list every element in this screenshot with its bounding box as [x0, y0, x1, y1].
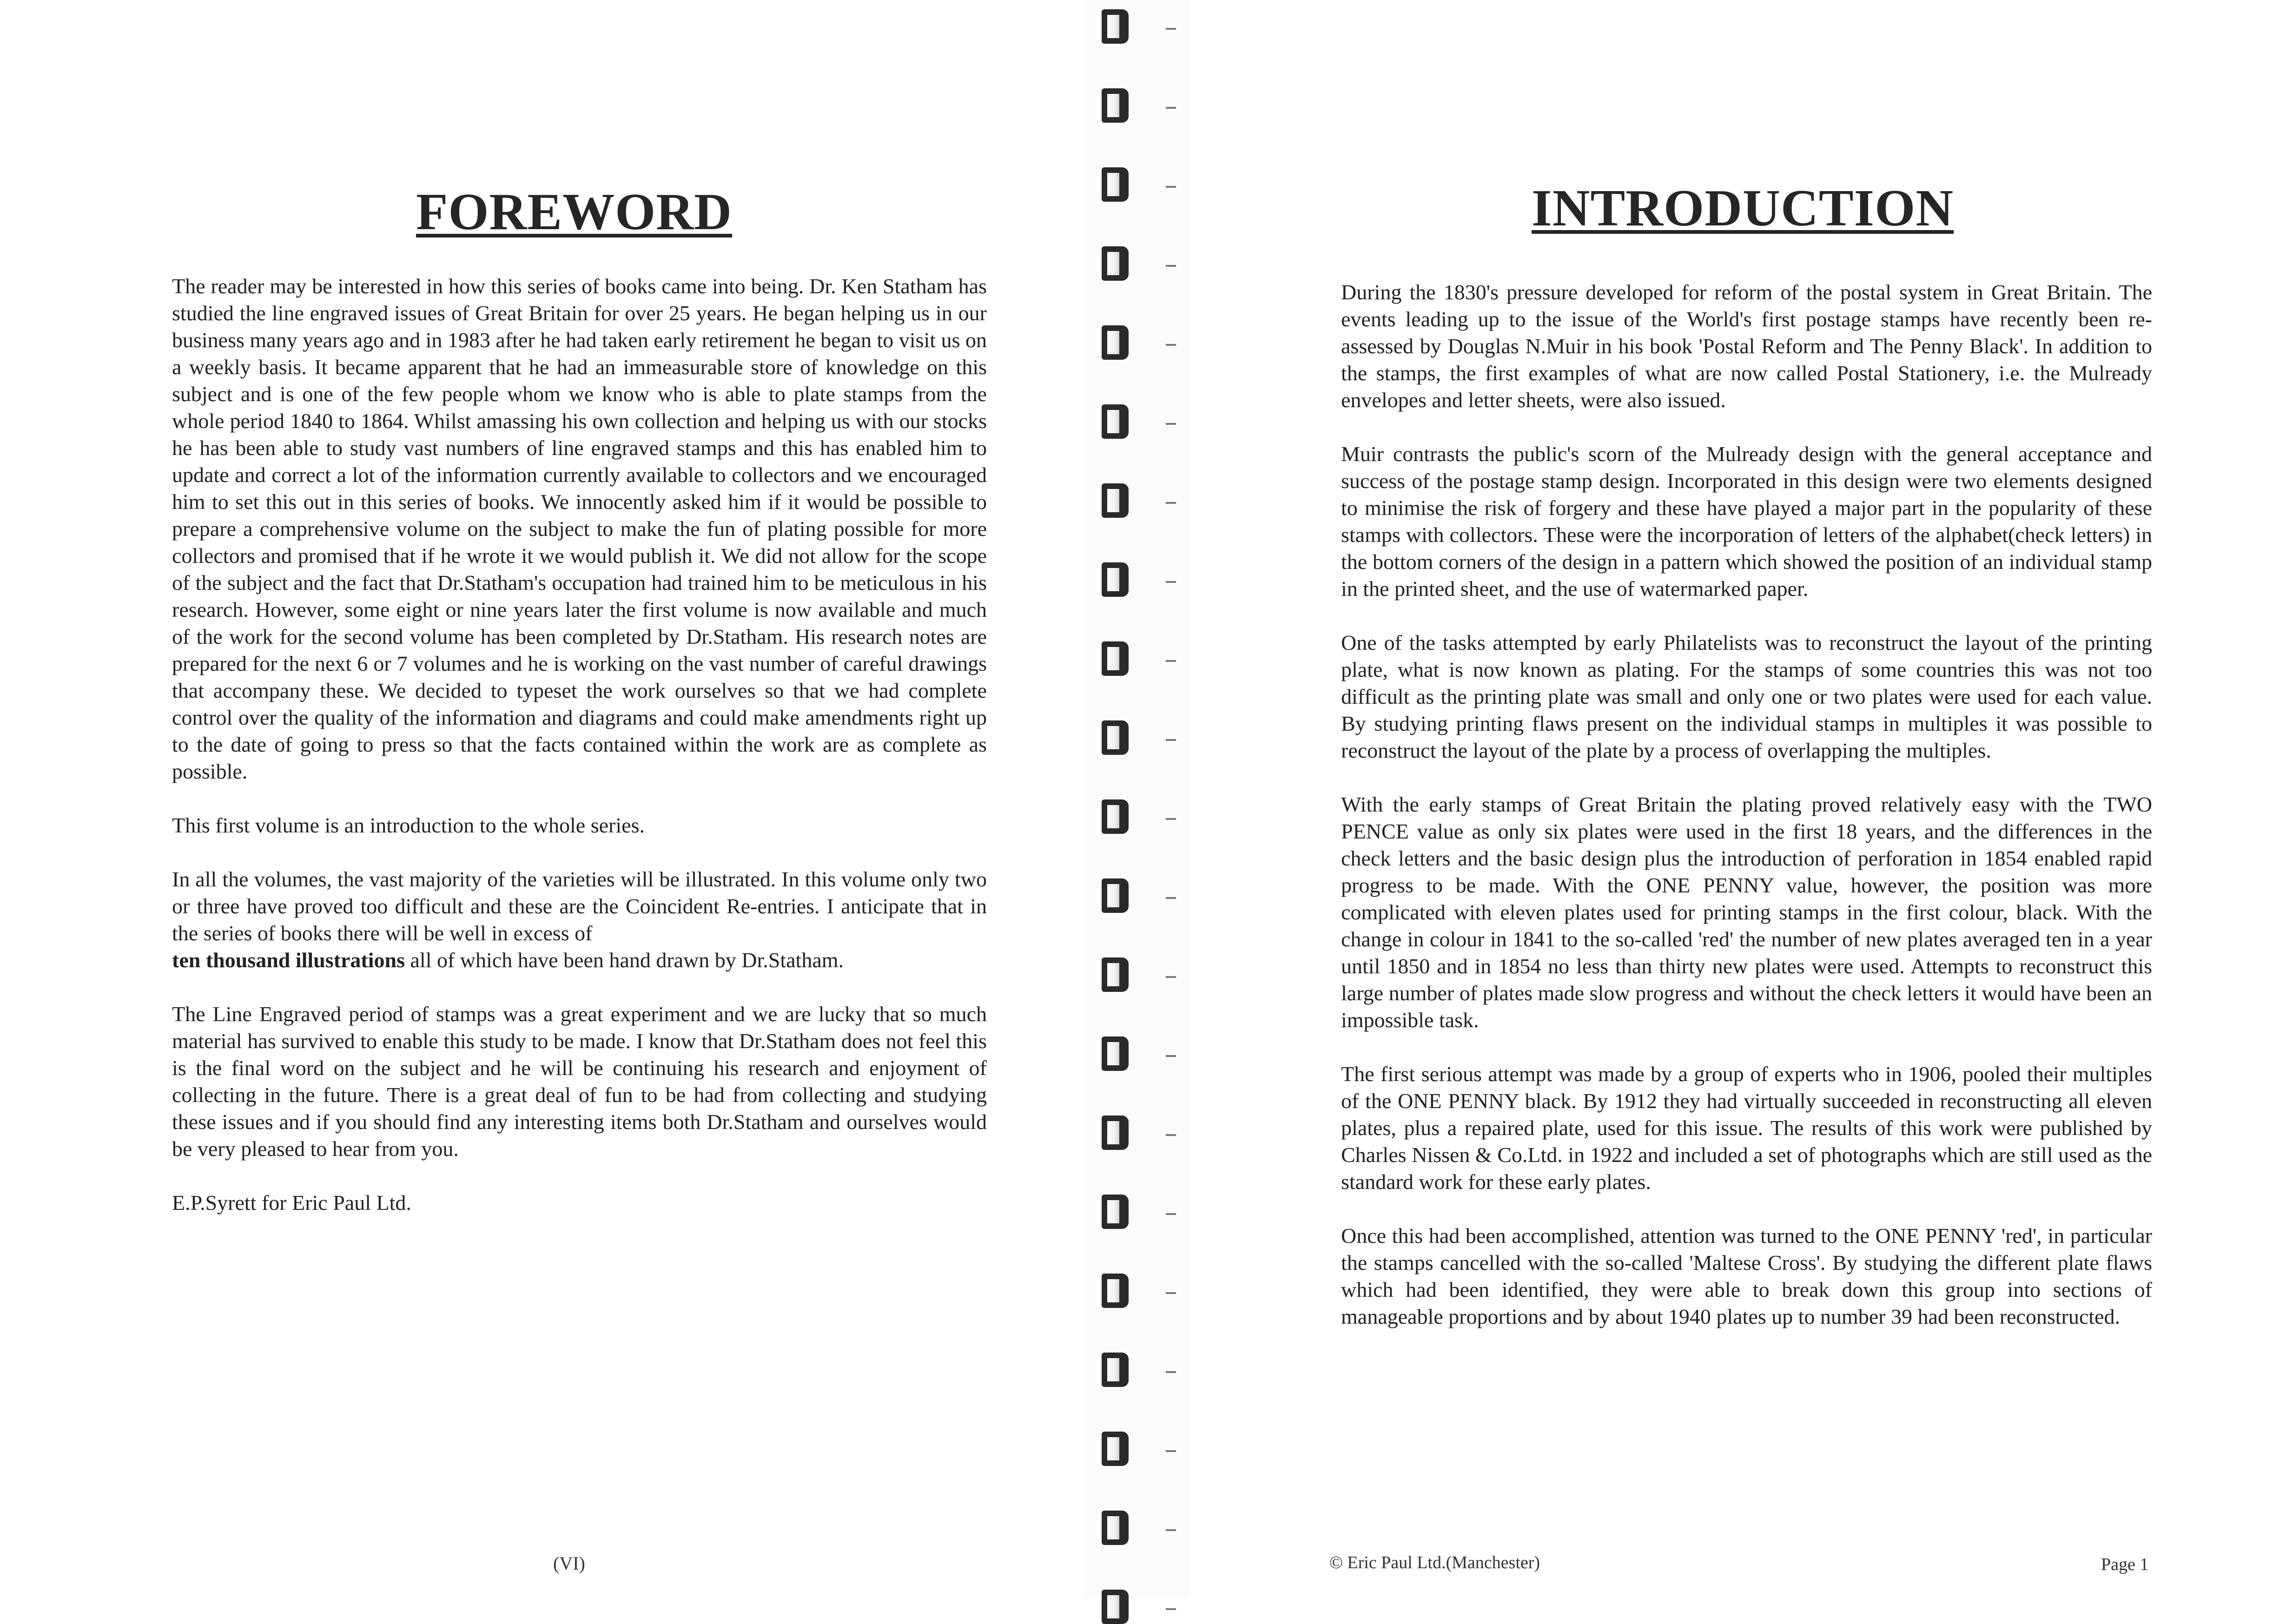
binding-hole [1166, 739, 1176, 741]
binding-coil [1102, 325, 1129, 360]
page-number: Page 1 [2101, 1555, 2149, 1574]
binding-hole [1166, 1213, 1176, 1215]
binding-hole [1166, 265, 1176, 267]
copyright-notice: © Eric Paul Ltd.(Manchester) [1329, 1553, 1540, 1572]
introduction-body [1341, 279, 2152, 1357]
binding-coil [1102, 1195, 1129, 1229]
paragraph: During the 1830's pressure developed for reform of the postal system in Great Britain. The events leading up to the issue of the World's first postage stamps have recently been re-assessed by Douglas N.Muir in his book 'Postal Reform and The Penny Black'. In addition to the stamps, the first examples of what are now called Postal Stationery, i.e. the Mulready envelopes and letter sheets, were also issued. [1341, 280, 2152, 412]
binding-coil [1102, 799, 1129, 834]
paragraph: Muir contrasts the public's scorn of the Mulready design with the general acceptance and success of the postage stamp design. Incorporated in this design were two elements designed to minimise the risk of forgery and these have played a major part in the popularity of these stamps with collectors. These were the incorporation of letters of the alphabet(check letters) in the bottom corners of the design in a pattern which showed the position of an individual stamp in the printed sheet, and the use of watermarked paper. [1341, 442, 2152, 601]
binding-coil [1102, 562, 1129, 597]
paragraph: With the early stamps of Great Britain the plating proved relatively easy with the TWO PENCE value as only six plates were used in the first 18 years, and the differences in the check letters and the basic design plus the introduction of perforation in 1854 enabled rapid progress to be made. With the ONE PENNY value, however, the position was more complicated with eleven plates used for printing stamps in the first colour, black. With the change in colour in 1841 to the so-called 'red' the number of new plates averaged ten in a year until 1850 and in 1854 no less than thirty new plates were used. Attempts to reconstruct this large number of plates made slow progress and without the check letters it would have been an impossible task. [1341, 792, 2152, 1032]
paragraph: The Line Engraved period of stamps was a great experiment and we are lucky that so much material has survived to enable this study to be made. I know that Dr.Statham does not feel this is the final word on the subject and he will be continuing his research and enjoyment of collecting in the future. There is a great deal of fun to be had from collecting and studying these issues and if you should find any interesting items both Dr.Statham and ourselves would be very pleased to hear from you. [172, 1002, 987, 1161]
binding-coil [1102, 88, 1129, 123]
page-number: (VI) [553, 1553, 585, 1574]
binding-coil [1102, 246, 1129, 281]
paragraph: This first volume is an introduction to the whole series. [172, 813, 645, 837]
binding-coil [1102, 1036, 1129, 1071]
binding-hole [1166, 344, 1176, 346]
binding-coil [1102, 404, 1129, 439]
binding-coil [1102, 1353, 1129, 1387]
page-title: INTRODUCTION [1532, 179, 1954, 237]
paragraph-text: In all the volumes, the vast majority of the varieties will be illustrated. In this volume only two or three have proved too difficult and these are the Coincident Re-entries. I anticipate that in the series of books there will be well in excess of [172, 867, 987, 945]
binding-hole [1166, 1529, 1176, 1531]
binding-coil [1102, 1590, 1129, 1624]
binding-hole [1166, 28, 1176, 30]
binding-hole [1166, 976, 1176, 978]
binding-coil [1102, 1432, 1129, 1466]
binding-coil [1102, 167, 1129, 202]
binding-coil [1102, 957, 1129, 992]
left-page [0, 0, 1083, 1597]
binding-hole [1166, 897, 1176, 899]
binding-coil [1102, 1116, 1129, 1150]
signature: E.P.Syrett for Eric Paul Ltd. [172, 1191, 411, 1215]
binding-coil [1102, 9, 1129, 44]
binding-hole [1166, 1371, 1176, 1373]
binding-coil [1102, 720, 1129, 755]
paragraph [172, 866, 987, 974]
binding-coil [1102, 641, 1129, 676]
paragraph: One of the tasks attempted by early Philatelists was to reconstruct the layout of the printing plate, what is now known as plating. For the stamps of some countries this was not too difficult as the printing plate was small and only one or two plates were used for each value. By studying printing flaws present on the individual stamps in multiples it was possible to reconstruct the layout of the plate by a process of overlapping the multiples. [1341, 631, 2152, 762]
page-title: FOREWORD [416, 183, 732, 241]
binding-hole [1166, 107, 1176, 109]
binding-coil [1102, 878, 1129, 913]
binding-hole [1166, 1055, 1176, 1057]
binding-coil [1102, 483, 1129, 518]
paragraph: Once this had been accomplished, attention was turned to the ONE PENNY 'red', in particular the stamps cancelled with the so-called 'Maltese Cross'. By studying the different plate flaws which had been identified, they were able to break down this group into sections of manageable proportions and by about 1940 plates up to number 39 had been reconstructed. [1341, 1224, 2152, 1328]
binding-hole [1166, 1134, 1176, 1136]
binding-hole [1166, 1608, 1176, 1610]
foreword-body [172, 273, 987, 1243]
binding-hole [1166, 1292, 1176, 1294]
paragraph: The first serious attempt was made by a group of experts who in 1906, pooled their multiples of the ONE PENNY black. By 1912 they had virtually succeeded in reconstructing all eleven plates, plus a repaired plate, used for this issue. The results of this work were published by Charles Nissen & Co.Ltd. in 1922 and included a set of photographs which are still used as the standard work for these early plates. [1341, 1062, 2152, 1194]
binding-coil [1102, 1511, 1129, 1545]
binding-hole [1166, 581, 1176, 583]
binding-hole [1166, 818, 1176, 820]
binding-hole [1166, 186, 1176, 188]
binding-hole [1166, 502, 1176, 504]
binding-hole [1166, 1450, 1176, 1452]
paragraph-text: all of which have been hand drawn by Dr.Statham. [405, 948, 844, 972]
binding-coil [1102, 1274, 1129, 1308]
binding-hole [1166, 423, 1176, 425]
binding-hole [1166, 660, 1176, 662]
paragraph: The reader may be interested in how this series of books came into being. Dr. Ken Statham has studied the line engraved issues of Great Britain for over 25 years. He began helping us in our business many years ago and in 1983 after he had taken early retirement he began to visit us on a weekly basis. It became apparent that he had an immeasurable store of knowledge on this subject and is one of the few people whom we know who is able to plate stamps from the whole period 1840 to 1864. Whilst amassing his own collection and helping us with our stocks he has been able to study vast numbers of line engraved stamps and this has enabled him to update and correct a lot of the information currently available to collectors and we encouraged him to set this out in this series of books. We innocently asked him if it would be possible to prepare a comprehensive volume on the subject to make the fun of plating possible for more collectors and promised that if he wrote it we would publish it. We did not allow for the scope of the subject and the fact that Dr.Statham's occupation had trained him to be meticulous in his research. However, some eight or nine years later the first volume is now available and much of the work for the second volume has been completed by Dr.Statham. His research notes are prepared for the next 6 or 7 volumes and he is working on the vast number of careful drawings that accompany these. We decided to typeset the work ourselves so that we had complete control over the quality of the information and diagrams and could make amendments right up to the date of going to press so that the facts contained within the work are as complete as possible. [172, 274, 987, 783]
bold-phrase: ten thousand illustrations [172, 948, 405, 972]
spiral-binding [1083, 0, 1190, 1597]
